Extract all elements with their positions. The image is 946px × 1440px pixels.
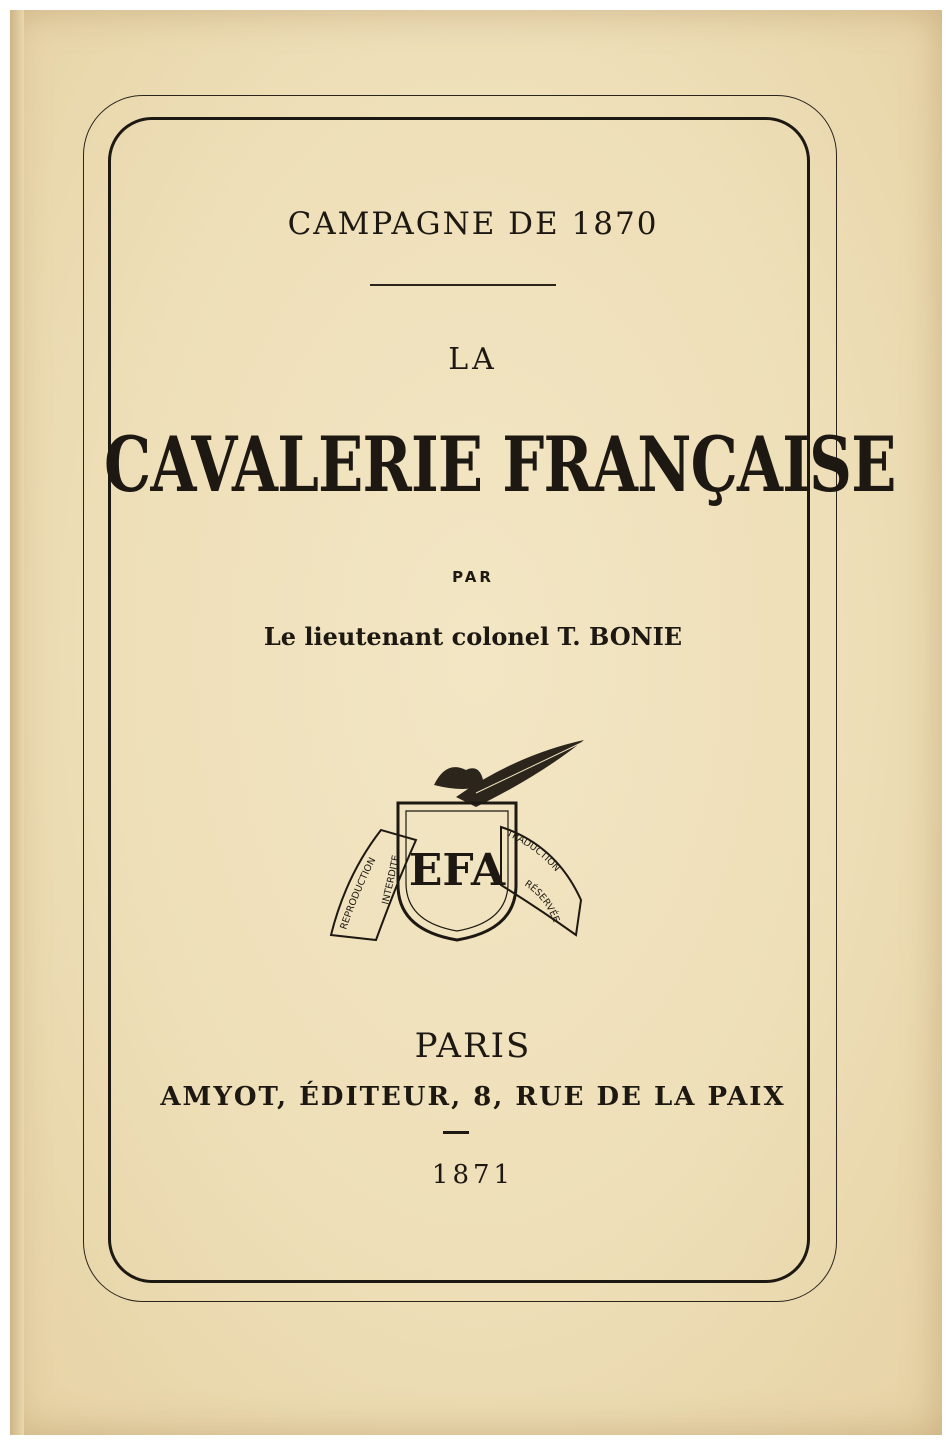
series-heading: CAMPAGNE DE 1870 [287,206,659,242]
by-label: PAR [452,568,494,586]
emblem-monogram: EFA [408,845,506,896]
publication-city: PARIS [414,1026,532,1066]
emblem-ribbon-left-inner: INTERDITE [380,854,402,906]
publisher-address: AMYOT, ÉDITEUR, 8, RUE DE LA PAIX [160,1082,786,1112]
year-dash [443,1131,469,1134]
svg-text:TRADUCTION [504,827,562,874]
title-article: LA [448,342,498,377]
publication-year: 1871 [431,1160,515,1190]
emblem-ribbon-left-outer: REPRODUCTION [338,855,379,931]
emblem-ribbon-right-outer: TRADUCTION [504,827,563,874]
publisher-emblem-icon [326,735,588,947]
emblem-ribbon-right-inner: RÉSERVÉE [522,878,562,925]
title-rule [370,284,556,286]
author-name: Le lieutenant colonel T. BONIE [263,622,683,651]
book-title: CAVALERIE FRANÇAISE [104,420,896,509]
